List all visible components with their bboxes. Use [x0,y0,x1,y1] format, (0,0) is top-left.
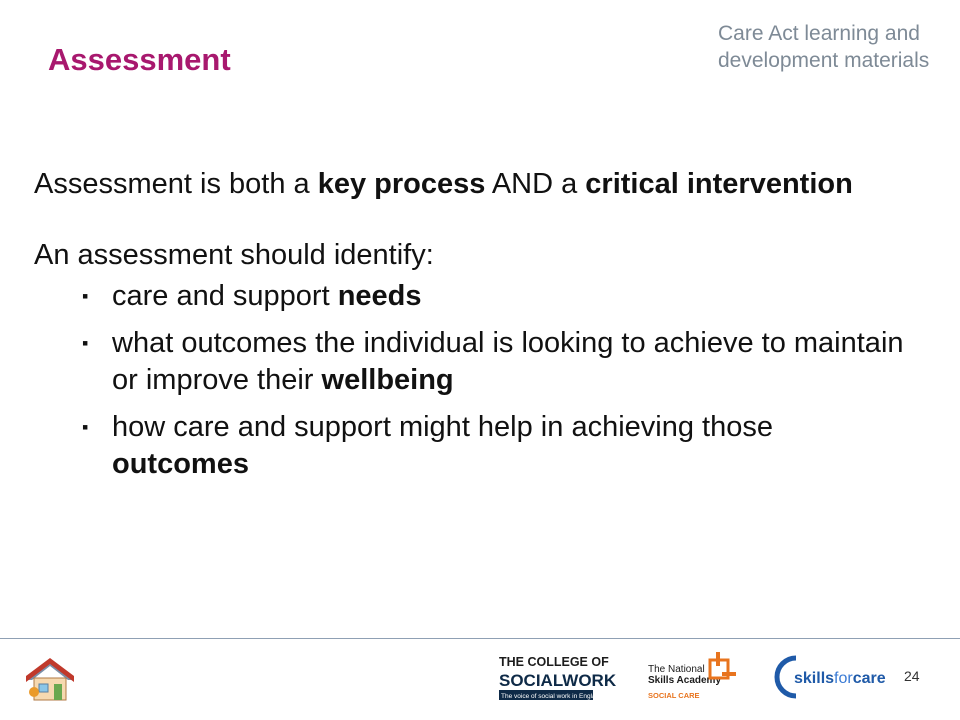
emphasis-text: critical intervention [585,168,853,200]
text-run: AND a [485,168,586,200]
skills-for-care-logo [776,652,888,702]
intro-paragraph [34,166,914,203]
bullet-item [34,325,914,399]
emphasis-text: outcomes [112,448,249,480]
footer-divider [0,638,960,639]
emphasis-text: wellbeing [321,364,454,396]
bullet-item [34,278,914,315]
square-bullet-icon: ▪ [82,286,89,306]
svg-text:The voice of social work in En: The voice of social work in England [501,693,603,700]
text-run: what outcomes the individual is looking to achieve to maintain or improve their [112,327,904,396]
home-icon[interactable] [24,658,76,704]
emphasis-text: key process [317,168,486,200]
lead-sentence: An assessment should identify: [34,239,434,271]
svg-text:The National: The National [648,664,705,675]
page-number: 24 [904,668,920,684]
slide-body [34,166,914,493]
brand-line-1: Care Act learning and [718,22,920,45]
brand-text [718,20,929,74]
text-run: how care and support might help in achieving those [112,411,773,443]
national-skills-academy-logo [646,650,738,706]
square-bullet-icon: ▪ [82,333,89,353]
svg-text:skillsforcare: skillsforcare [794,670,886,687]
svg-text:SOCIALWORK: SOCIALWORK [499,671,617,690]
brand-line-2: development materials [718,49,930,72]
square-bullet-icon: ▪ [82,417,89,437]
bullet-item [34,409,914,483]
emphasis-text: needs [337,280,422,312]
text-run: Assessment is both a [34,168,318,200]
svg-text:SOCIAL CARE: SOCIAL CARE [648,691,700,700]
svg-text:THE COLLEGE OF: THE COLLEGE OF [499,655,609,669]
college-of-social-work-logo [497,652,617,706]
slide-title: Assessment [48,42,231,77]
text-run: care and support [112,280,338,312]
bullet-list [34,278,914,483]
svg-text:Skills Academy: Skills Academy [648,675,722,686]
